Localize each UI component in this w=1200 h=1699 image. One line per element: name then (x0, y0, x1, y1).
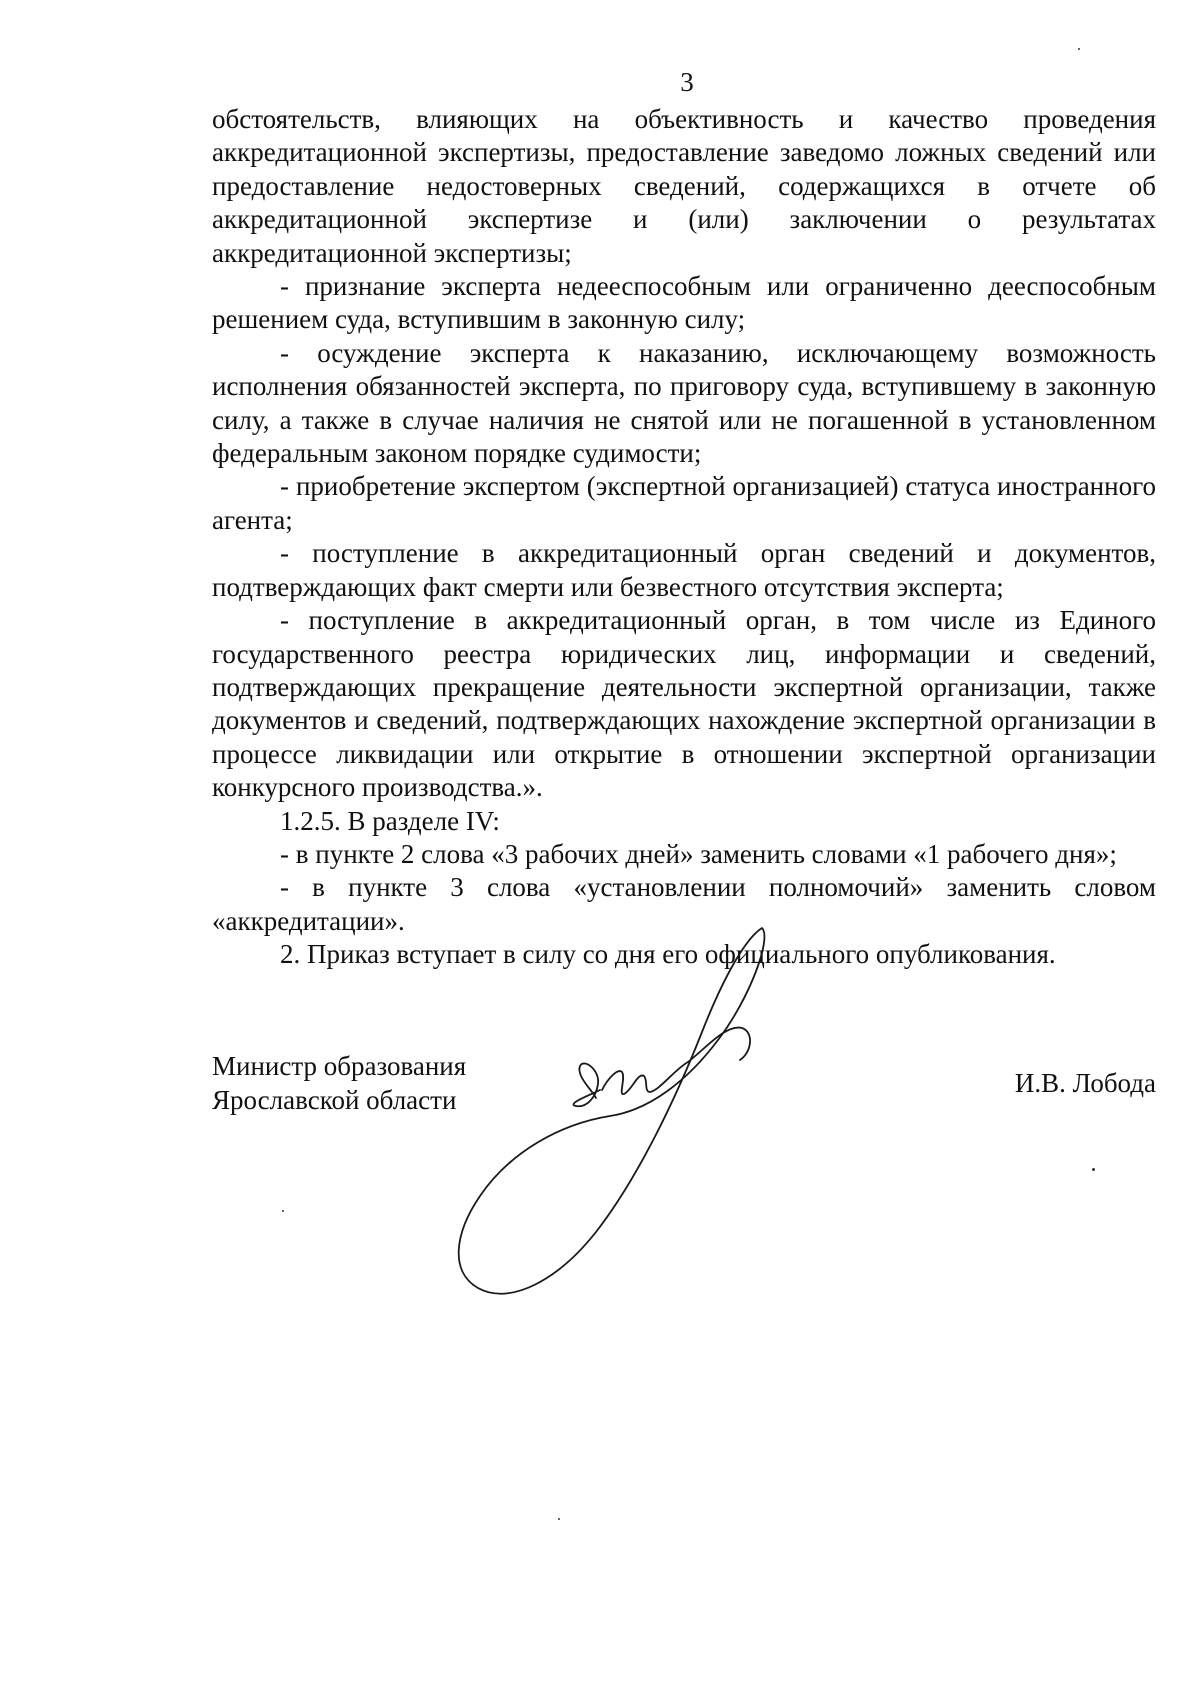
scan-speck (282, 1210, 284, 1212)
section-heading: 1.2.5. В разделе IV: (280, 805, 500, 836)
list-item: - поступление в аккредитационный орган, в том числе из Единого государственного реестра юридических лиц, информации и сведений, подтверждающих прекращение деятельности экспертной организации, также документов и сведений, подтверждающих нахождение экспертной организации в процессе ликвидации или открытие в отношении экспертной организации конкурсного производства.». (212, 605, 1156, 803)
numbered-paragraph: 2. Приказ вступает в силу со дня его официального опубликования. (280, 939, 1056, 970)
list-item: - осуждение эксперта к наказанию, исключающему возможность исполнения обязанностей эксперта, по приговору суда, вступившему в законную силу, а также в случае наличия не снятой или не погашенной в установленном федеральным законом порядке судимости; (212, 337, 1156, 469)
document-body (212, 103, 1156, 972)
list-item: - приобретение экспертом (экспертной организацией) статуса иностранного агента; (212, 471, 1156, 535)
list-item: - в пункте 3 слова «установлении полномочий» заменить словом «аккредитации». (212, 872, 1156, 936)
handwritten-signature (450, 920, 790, 1300)
paragraph-continuation: обстоятельств, влияющих на объективность и качество проведения аккредитационной экспертизы, предоставление заведомо ложных сведений или предоставление недостоверных сведений, содержащихся в отчете об аккредитационной экспертизе и (или) заключении о результатах аккредитационной экспертизы; (212, 104, 1156, 268)
signer-position (212, 1049, 466, 1117)
list-item: - поступление в аккредитационный орган сведений и документов, подтверждающих факт смерти или безвестного отсутствия эксперта; (212, 538, 1156, 602)
scan-speck (558, 1518, 560, 1520)
signer-position-line: Министр образования (212, 1051, 467, 1081)
list-item: - признание эксперта недееспособным или ограниченно дееспособным решением суда, вступившим в законную силу; (212, 271, 1156, 335)
list-item: - в пункте 2 слова «3 рабочих дней» заменить словами «1 рабочего дня»; (280, 838, 1117, 869)
page-number: 3 (680, 67, 694, 97)
scan-speck (1078, 48, 1080, 50)
signer-name: И.В. Лобода (1014, 1068, 1156, 1098)
signer-position-line: Ярославской области (212, 1085, 457, 1115)
scan-speck (1092, 1168, 1095, 1171)
